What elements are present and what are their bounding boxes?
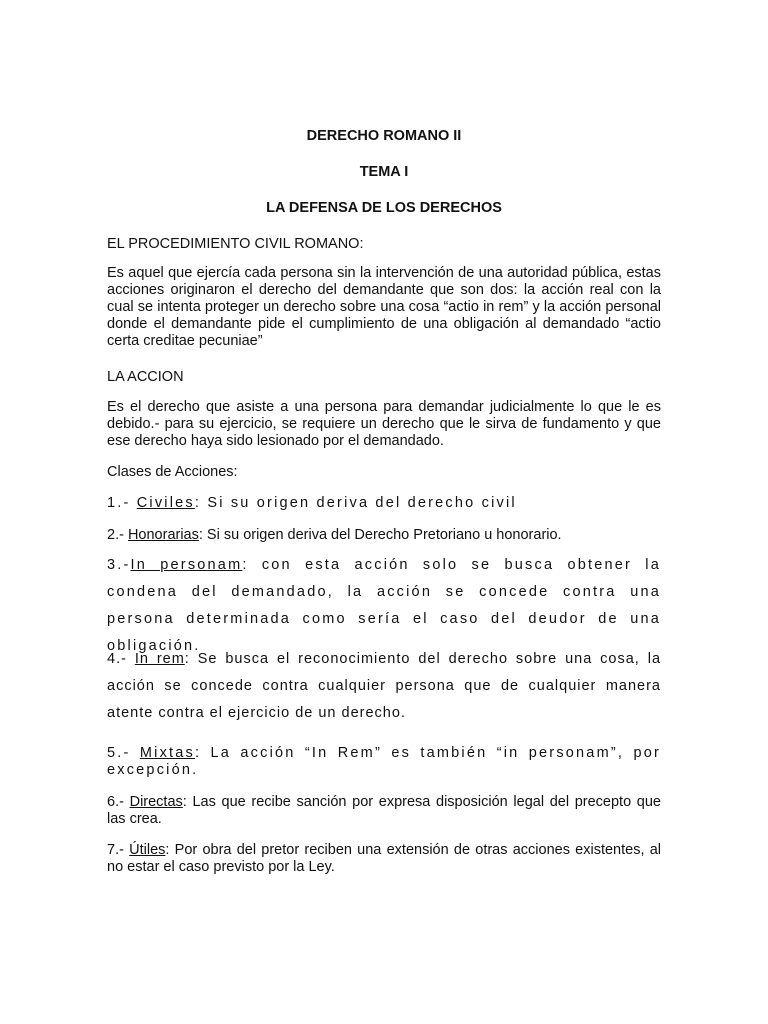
section-heading-accion: LA ACCION: [107, 369, 184, 385]
paragraph-procedimiento: Es aquel que ejercía cada persona sin la intervención de una autoridad pública, estas acciones originaron el derecho del demandante que son dos: la acción real con la cual se intenta proteger un derecho sobre una cosa “actio in rem” y la acción personal donde el demandante pide el cumplimiento de una obligación al demandado “actio certa creditae pecuniae”: [107, 265, 661, 349]
clases-heading: Clases de Acciones:: [107, 464, 238, 480]
list-item: [107, 842, 661, 876]
item-term: Civiles: [136, 495, 195, 511]
list-item: [107, 745, 661, 779]
document-subtitle: LA DEFENSA DE LOS DERECHOS: [266, 200, 502, 216]
item-term: Útiles: [129, 842, 166, 858]
paragraph-accion: Es el derecho que asiste a una persona para demandar judicialmente lo que le es debido.- para su ejercicio, se requiere un derecho que le sirva de fundamento y que ese derecho haya sido lesionado por el demandado.: [107, 399, 661, 449]
item-text: : Se busca el reconocimiento del derecho sobre una cosa, la acción se concede contra cualquier persona que de cualquier manera atente contra el ejercicio de un derecho.: [107, 651, 662, 721]
item-term: Mixtas: [139, 745, 195, 761]
item-number: 6.-: [107, 794, 130, 810]
item-text: : Las que recibe sanción por expresa disposición legal del precepto que las crea.: [107, 794, 661, 827]
item-text: : Si su origen deriva del Derecho Pretoriano u honorario.: [198, 527, 562, 543]
item-text: : La acción “In Rem” es también “in personam”, por excepción.: [107, 745, 662, 778]
list-item: [107, 527, 661, 544]
item-term: Directas: [129, 794, 183, 810]
document-title: DERECHO ROMANO II: [306, 128, 462, 144]
item-term: In rem: [134, 651, 185, 667]
item-text: : Si su origen deriva del derecho civil: [194, 495, 517, 511]
item-number: 1.-: [107, 495, 137, 511]
list-item: [107, 646, 661, 727]
list-item: [107, 794, 661, 828]
list-item: [107, 552, 661, 660]
list-item: [107, 495, 661, 512]
section-heading-procedimiento: EL PROCEDIMIENTO CIVIL ROMANO:: [107, 236, 364, 252]
item-number: 3.-: [107, 557, 131, 573]
tema-heading: TEMA I: [359, 164, 409, 180]
item-number: 4.-: [107, 651, 135, 667]
item-number: 7.-: [107, 842, 130, 858]
item-number: 2.-: [107, 527, 128, 543]
item-number: 5.-: [107, 745, 140, 761]
item-text: : Por obra del pretor reciben una extensión de otras acciones existentes, al no estar el caso previsto por la Ley.: [107, 842, 661, 875]
item-term: Honorarias: [127, 527, 199, 543]
item-term: In personam: [130, 557, 243, 573]
item-text: : con esta acción solo se busca obtener la condena del demandado, la acción se concede contra una persona determinada como sería el caso del deudor de una obligación.: [107, 557, 661, 654]
